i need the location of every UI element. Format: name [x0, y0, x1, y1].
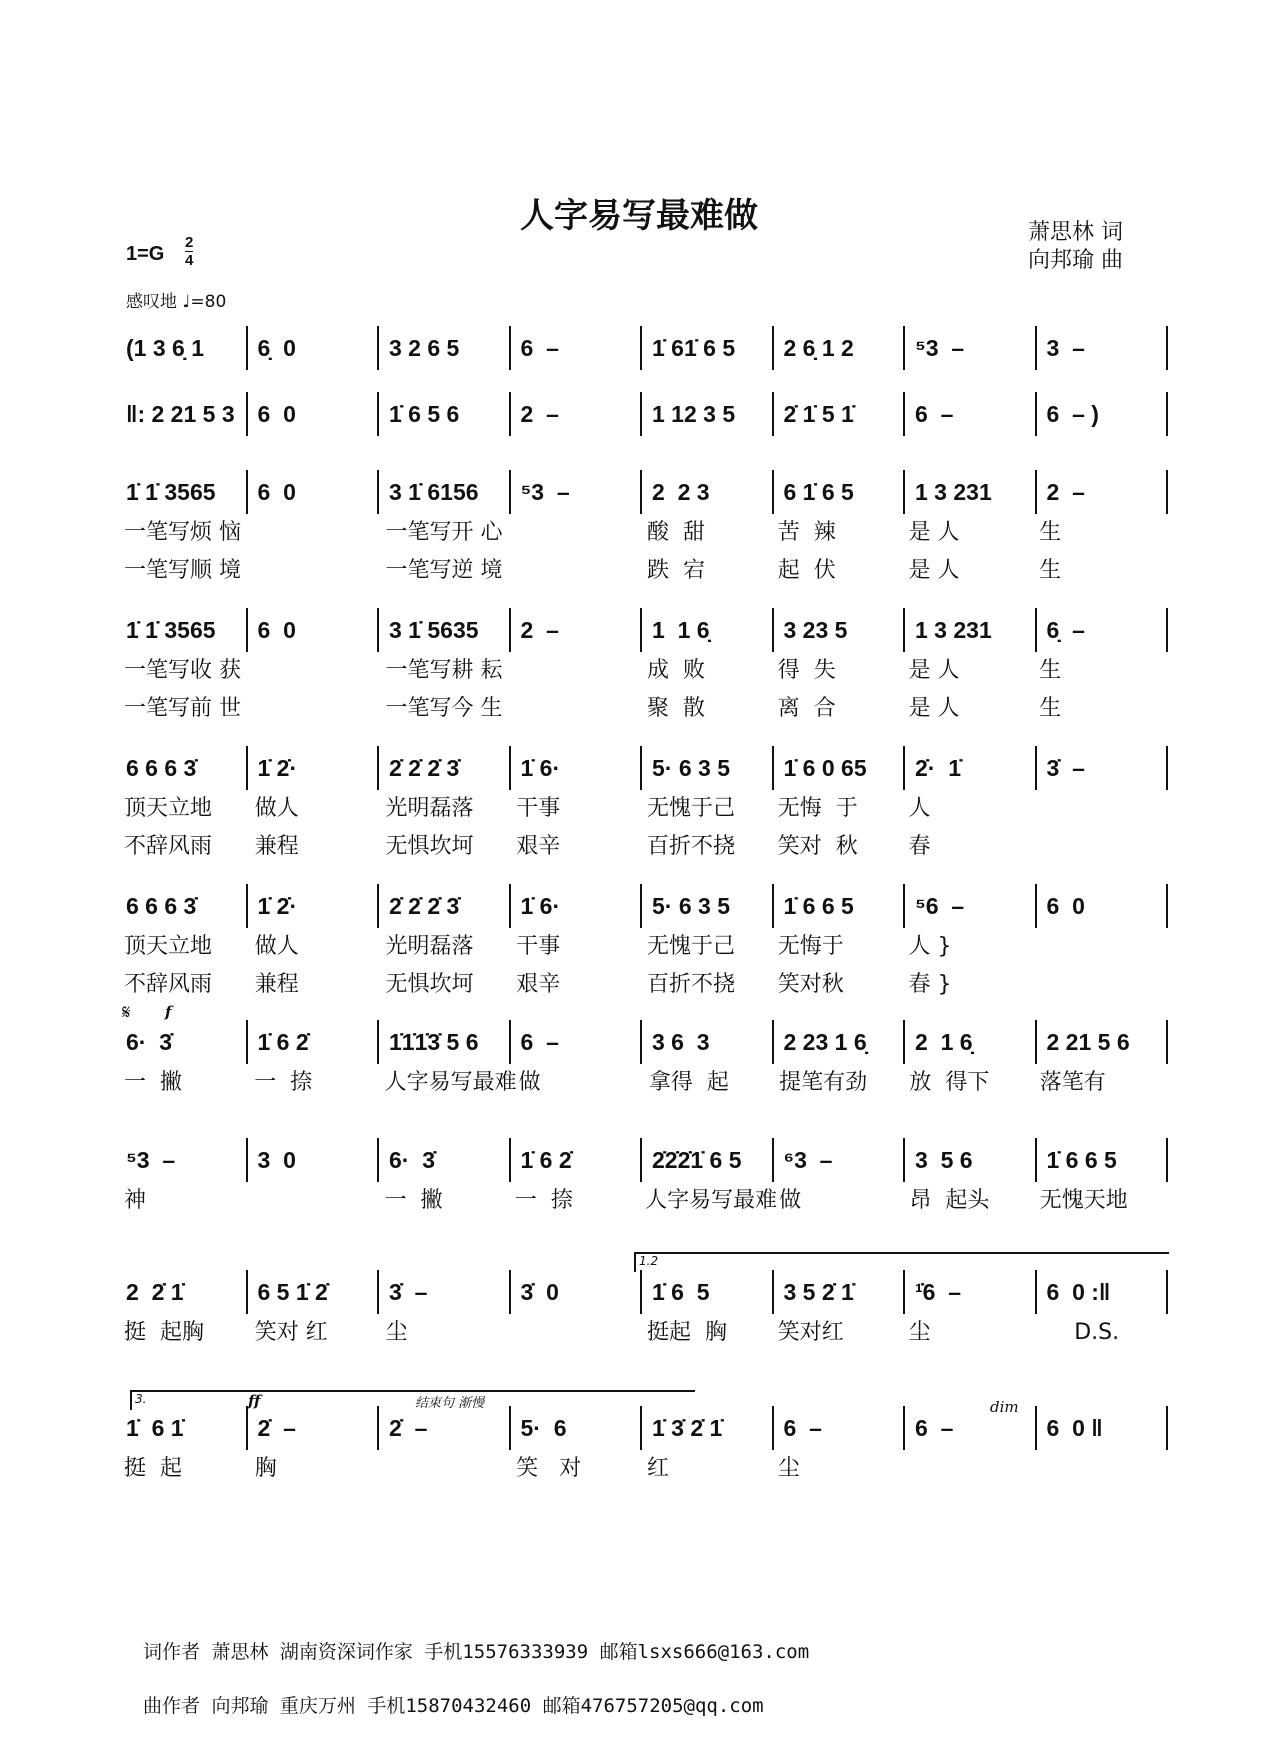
score-system — [122, 1138, 1168, 1220]
lyric-segment: 笑 对 — [516, 1456, 582, 1481]
measure: 6· 3̇ — [126, 1029, 173, 1055]
lyrics-line-verse-2 — [122, 966, 1168, 1004]
score-system — [122, 746, 1168, 866]
score-system — [122, 1020, 1168, 1102]
measure: 5· 6 3 5 — [640, 884, 772, 928]
score-system — [122, 608, 1168, 728]
notes-row — [122, 470, 1168, 514]
lyric-segment: 笑对秋 — [777, 972, 844, 997]
measure: 1̇ 1̇ 3565 — [126, 617, 216, 643]
lyric-segment: 光明磊落 — [385, 934, 474, 959]
lyric-segment: 无愧于己 — [647, 796, 736, 821]
measure: 2̇· 1̇ — [903, 746, 1035, 790]
fortissimo-mark: ff — [248, 1392, 261, 1410]
lyric-segment: 一 撇 — [384, 1188, 443, 1213]
measure: 6 0 — [246, 392, 378, 436]
measure: ⁶3 – — [772, 1138, 904, 1182]
measure: 1 3 231 — [903, 608, 1035, 652]
measure: 1̇ 6 6 5 — [772, 884, 904, 928]
measure: 2 6̣ 1 2 — [772, 326, 904, 370]
tempo-marking: 感叹地 ♩=80 — [126, 292, 227, 312]
measure: 1̇ 6 5 — [640, 1270, 772, 1314]
measure: 1̇ 6 1̇ — [126, 1415, 184, 1441]
notes-row — [122, 1270, 1168, 1314]
lyric-segment: 干事 — [516, 934, 561, 959]
lyric-segment: 人字易写最难 — [384, 1070, 517, 1095]
lyricist-contact: 词作者 萧思林 湖南资深词作家 手机15576333939 邮箱lsxs666@163.com — [143, 1641, 810, 1663]
lyric-segment — [253, 514, 384, 552]
ending-tempo-note: 结束句 渐慢 — [415, 1396, 485, 1411]
lyric-segment: 尘 — [777, 1456, 800, 1481]
lyricist-credit: 萧思林 词 — [1028, 220, 1123, 245]
lyrics-line-verse-2 — [122, 552, 1168, 590]
lyrics-line-verse-2 — [122, 690, 1168, 728]
lyric-segment: 是 人 — [908, 658, 960, 683]
measure: 1̇ 6 6 5 — [1035, 1138, 1169, 1182]
measure: ⁵3 – — [126, 1147, 176, 1173]
lyric-segment: 光明磊落 — [385, 796, 474, 821]
lyrics-line-verse-1 — [122, 1064, 1168, 1102]
measure: 1̇ 1̇ 3565 — [126, 479, 216, 505]
measure: 2̇ 1̇ 5 1̇ — [772, 392, 904, 436]
lyric-segment: 一笔写今 生 — [385, 696, 503, 721]
measure: 6 6 6 3̇ — [126, 893, 197, 919]
lyric-segment — [514, 652, 645, 690]
measure: 6 0 — [246, 470, 378, 514]
lyric-segment: 挺起 胸 — [647, 1320, 727, 1345]
measure: 5· 6 — [509, 1406, 641, 1450]
lyric-segment: 聚 散 — [647, 696, 705, 721]
lyric-segment: 兼程 — [254, 972, 299, 997]
notes-row — [122, 1020, 1168, 1064]
lyric-segment: 艰辛 — [516, 834, 561, 859]
lyric-segment: 无惧坎坷 — [385, 972, 474, 997]
measure: 1̇ 2̇· — [246, 746, 378, 790]
measure: 1̇ 6· — [509, 746, 641, 790]
lyric-segment — [514, 690, 645, 728]
lyric-segment — [253, 652, 384, 690]
lyric-segment: 胸 — [254, 1456, 277, 1481]
time-sig-bottom: 4 — [185, 252, 194, 269]
segno-mark: 𝄋 — [122, 1000, 131, 1024]
lyric-segment: 人字易写最难 — [645, 1188, 778, 1213]
lyric-segment: 成 败 — [647, 658, 705, 683]
measure: 6 5 1̇ 2̇ — [246, 1270, 378, 1314]
measure: 6 – — [903, 1406, 1035, 1450]
lyric-segment: 离 合 — [777, 696, 836, 721]
time-signature — [185, 234, 193, 269]
song-title: 人字易写最难做 — [520, 196, 758, 236]
lyric-segment — [1037, 790, 1168, 828]
lyric-segment: 无愧天地 — [1039, 1188, 1128, 1213]
lyric-segment: 红 — [647, 1456, 670, 1481]
lyric-segment: 落笔有 — [1039, 1070, 1106, 1095]
lyric-segment: 跌 宕 — [647, 558, 705, 583]
lyric-segment: 一笔写顺 境 — [124, 558, 241, 583]
measure: 6 0 :‖ — [1035, 1270, 1169, 1314]
lyrics-line-verse-2 — [122, 828, 1168, 866]
measure: 2̇2̇2̇1̇ 6 5 — [640, 1138, 772, 1182]
volta-second-ending: 3. — [130, 1390, 695, 1410]
lyric-segment: 起 伏 — [777, 558, 836, 583]
measure: 6 – — [772, 1406, 904, 1450]
composer-credit: 向邦瑜 曲 — [1028, 248, 1123, 273]
lyric-segment: 笑对红 — [777, 1320, 844, 1345]
measure: 6 6 6 3̇ — [126, 755, 197, 781]
measure: 6 – — [509, 1020, 641, 1064]
lyric-segment: 是 人 — [908, 558, 960, 583]
lyric-segment — [253, 690, 384, 728]
lyric-segment: 无悔 于 — [777, 796, 858, 821]
notes-row — [122, 392, 1168, 436]
lyric-segment: 尘 — [908, 1320, 931, 1345]
measure: 1̇1̇1̇3̇ 5 6 — [377, 1020, 509, 1064]
measure: 3 5 2̇ 1̇ — [772, 1270, 904, 1314]
measure: 1 12 3 5 — [640, 392, 772, 436]
forte-mark: f — [165, 1003, 172, 1021]
notes-row — [122, 1138, 1168, 1182]
measure: 1̇ 6 2̇ — [509, 1138, 641, 1182]
measure: 1̇ 3̇ 2̇ 1̇ — [640, 1406, 772, 1450]
measure: 6̣ – — [1035, 608, 1169, 652]
lyric-segment — [1037, 966, 1168, 1004]
lyrics-line-verse-1 — [122, 514, 1168, 552]
measure: 2 23 1 6̣ — [772, 1020, 904, 1064]
composer-contact: 曲作者 向邦瑜 重庆万州 手机15870432460 邮箱476757205@qq.com — [143, 1695, 764, 1717]
lyric-segment: 顶天立地 — [124, 796, 213, 821]
lyric-segment: 是 人 — [908, 520, 960, 545]
lyric-segment: 兼程 — [254, 834, 299, 859]
measure: ⁵3 – — [509, 470, 641, 514]
volta-first-ending: 1.2 — [634, 1252, 1169, 1272]
lyric-segment: 春 } — [908, 972, 952, 997]
lyric-segment: 提笔有劲 — [779, 1070, 868, 1095]
measure: 6 – — [509, 326, 641, 370]
score-system — [122, 1406, 1168, 1488]
lyric-segment: 一笔写耕 耘 — [385, 658, 503, 683]
measure: 6 0 ‖ — [1035, 1406, 1169, 1450]
score-system — [122, 470, 1168, 590]
measure: 5· 6 3 5 — [640, 746, 772, 790]
lyric-segment — [253, 552, 384, 590]
notes-row — [122, 326, 1168, 370]
measure: 3 – — [1035, 326, 1169, 370]
lyric-segment: 是 人 — [908, 696, 960, 721]
measure: 1 1 6̣ — [640, 608, 772, 652]
lyrics-line-verse-1 — [122, 790, 1168, 828]
lyric-segment — [514, 1314, 645, 1352]
measure: 2̇ – — [246, 1406, 378, 1450]
lyric-segment: 无惧坎坷 — [385, 834, 474, 859]
measure: 3 6 3 — [640, 1020, 772, 1064]
lyric-segment — [384, 1450, 515, 1488]
measure: 6 – — [903, 392, 1035, 436]
lyrics-line-verse-1 — [122, 652, 1168, 690]
measure: 2 – — [509, 392, 641, 436]
lyric-segment: 做人 — [254, 796, 299, 821]
lyric-segment: 一笔写开 心 — [385, 520, 503, 545]
measure: 2̇ 2̇ 2̇ 3̇ — [377, 884, 509, 928]
lyric-segment: D.S. — [1039, 1320, 1120, 1345]
measure: 2 – — [1035, 470, 1169, 514]
lyric-segment: 一 捺 — [514, 1188, 573, 1213]
measure: 6̣ 0 — [246, 326, 378, 370]
key-signature: 1=G — [126, 243, 165, 265]
lyric-segment — [907, 1450, 1038, 1488]
lyric-segment: 挺 起胸 — [124, 1320, 204, 1345]
lyric-segment: 挺 起 — [124, 1456, 182, 1481]
measure: 3 1̇ 5635 — [377, 608, 509, 652]
notes-row — [122, 746, 1168, 790]
lyric-segment: 不辞风雨 — [124, 834, 213, 859]
measure: 3 1̇ 6156 — [377, 470, 509, 514]
lyric-segment: 做 — [779, 1188, 802, 1213]
lyric-segment: 拿得 起 — [648, 1070, 729, 1095]
lyric-segment: 艰辛 — [516, 972, 561, 997]
lyric-segment: 放 得下 — [909, 1070, 990, 1095]
lyric-segment: 不辞风雨 — [124, 972, 213, 997]
measure: 1̇ 61̇ 6 5 — [640, 326, 772, 370]
measure: 2 2 3 — [640, 470, 772, 514]
score-system — [122, 1270, 1168, 1352]
lyric-segment: 无愧于己 — [647, 934, 736, 959]
lyric-segment: 一 撇 — [124, 1070, 182, 1095]
measure: 1̇ 6 2̇ — [246, 1020, 378, 1064]
lyric-segment: 人 — [908, 796, 931, 821]
measure: 1 3 231 — [903, 470, 1035, 514]
lyric-segment: 生 — [1039, 520, 1062, 545]
lyric-segment: 一笔写逆 境 — [385, 558, 503, 583]
measure: 3̇ – — [377, 1270, 509, 1314]
lyric-segment — [514, 514, 645, 552]
lyric-segment: 生 — [1039, 696, 1062, 721]
lyric-segment: 百折不挠 — [647, 972, 736, 997]
time-sig-top: 2 — [185, 234, 194, 251]
lyric-segment: 一笔写烦 恼 — [124, 520, 241, 545]
lyric-segment: 干事 — [516, 796, 561, 821]
lyric-segment: 得 失 — [777, 658, 836, 683]
lyric-segment: 酸 甜 — [647, 520, 705, 545]
measure: 3 23 5 — [772, 608, 904, 652]
lyrics-line-verse-1 — [122, 1314, 1168, 1352]
measure: 2 1 6̣ — [903, 1020, 1035, 1064]
measure: 6 0 — [246, 608, 378, 652]
score-system — [122, 326, 1168, 370]
lyric-segment: 笑对 秋 — [777, 834, 858, 859]
lyric-segment: 苦 辣 — [777, 520, 836, 545]
lyric-segment: 神 — [124, 1188, 147, 1213]
lyric-segment — [1037, 1450, 1168, 1488]
lyric-segment: 生 — [1039, 658, 1062, 683]
score-system — [122, 392, 1168, 436]
measure: 6· 3̇ — [377, 1138, 509, 1182]
lyric-segment — [1037, 828, 1168, 866]
lyric-segment: 做人 — [254, 934, 299, 959]
notes-row — [122, 884, 1168, 928]
lyric-segment: 春 — [908, 834, 931, 859]
measure: ‖: 2 21 5 3 — [126, 401, 235, 427]
lyric-segment — [1037, 928, 1168, 966]
measure: 3̇ – — [1035, 746, 1169, 790]
lyric-segment: 人 } — [908, 934, 952, 959]
measure: 3 5 6 — [903, 1138, 1035, 1182]
lyric-segment: 尘 — [385, 1320, 408, 1345]
measure: 3 2 6 5 — [377, 326, 509, 370]
diminuendo-mark: dim — [990, 1398, 1019, 1416]
notes-row — [122, 608, 1168, 652]
measure: 2 2̇ 1̇ — [126, 1279, 184, 1305]
measure: 6 1̇ 6 5 — [772, 470, 904, 514]
lyrics-line-verse-1 — [122, 1450, 1168, 1488]
lyrics-line-verse-1 — [122, 928, 1168, 966]
lyric-segment — [514, 552, 645, 590]
lyric-segment: 无悔于 — [777, 934, 844, 959]
score-system — [122, 884, 1168, 1004]
measure: 1̇ 6 0 65 — [772, 746, 904, 790]
measure: 6 0 — [1035, 884, 1169, 928]
measure: ⁵6 – — [903, 884, 1035, 928]
measure: ¹̇6 – — [903, 1270, 1035, 1314]
lyric-segment: 一 捺 — [254, 1070, 313, 1095]
measure: 3̇ 0 — [509, 1270, 641, 1314]
measure: 3 0 — [246, 1138, 378, 1182]
lyric-segment: 顶天立地 — [124, 934, 213, 959]
measure: 2̇ – — [377, 1406, 509, 1450]
measure: 1̇ 2̇· — [246, 884, 378, 928]
lyric-segment: 生 — [1039, 558, 1062, 583]
measure: 1̇ 6 5 6 — [377, 392, 509, 436]
lyric-segment: 做 — [518, 1070, 541, 1095]
measure: ⁵3 – — [903, 326, 1035, 370]
lyric-segment: 一笔写前 世 — [124, 696, 241, 721]
lyric-segment — [252, 1182, 382, 1220]
measure: 2 21 5 6 — [1035, 1020, 1169, 1064]
lyric-segment: 昂 起头 — [909, 1188, 990, 1213]
lyrics-line-verse-1 — [122, 1182, 1168, 1220]
measure: 2̇ 2̇ 2̇ 3̇ — [377, 746, 509, 790]
measure: (1 3 6̣ 1 — [126, 335, 204, 361]
measure: 6 – ) — [1035, 392, 1169, 436]
lyric-segment: 百折不挠 — [647, 834, 736, 859]
lyric-segment: 笑对 红 — [254, 1320, 328, 1345]
measure: 1̇ 6· — [509, 884, 641, 928]
measure: 2 – — [509, 608, 641, 652]
lyric-segment: 一笔写收 获 — [124, 658, 241, 683]
